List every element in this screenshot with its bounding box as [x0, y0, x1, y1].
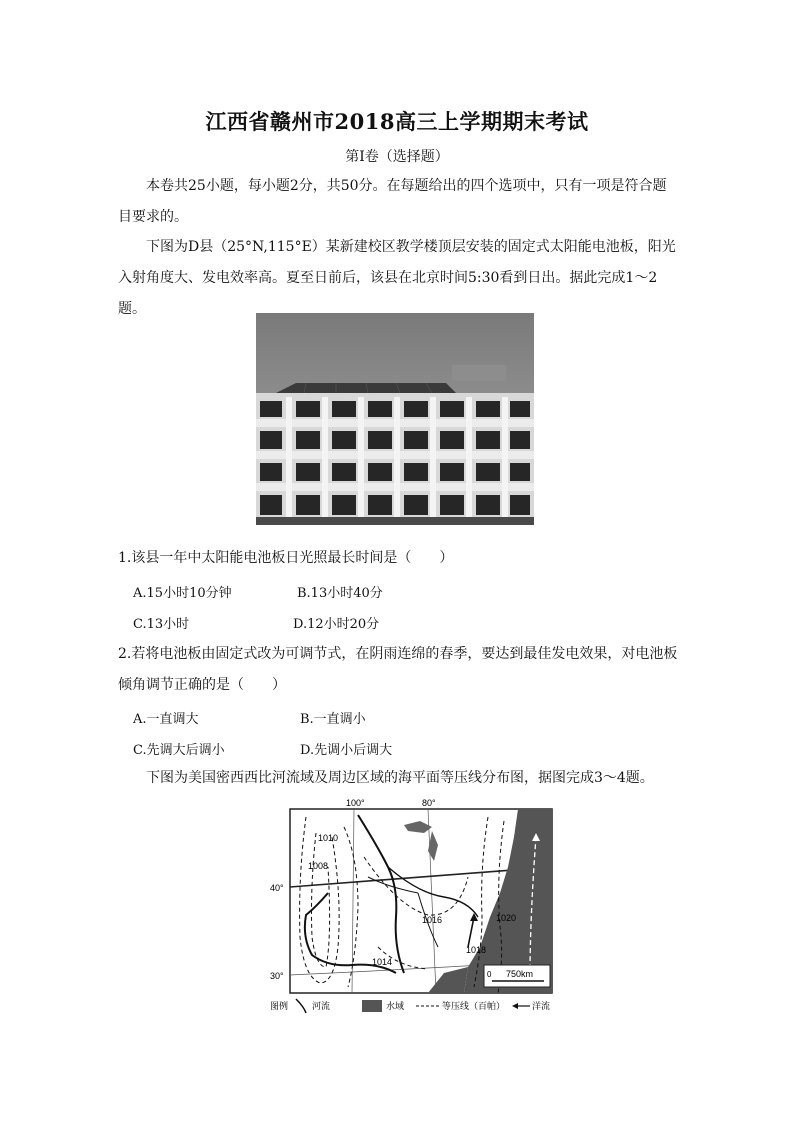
- q1-option-b: B.13小时40分: [297, 586, 383, 601]
- isobar-map: [268, 797, 558, 1017]
- q1-option-a: A.15小时10分钟: [133, 586, 232, 601]
- isobar-1018-label: 1018: [466, 945, 487, 955]
- scale-label: 750km: [506, 969, 534, 979]
- isobar-1014-label: 1014: [372, 957, 393, 967]
- legend-water-icon: [362, 1000, 382, 1012]
- q2-option-c: C.先调大后调小: [133, 743, 225, 758]
- question-2: 2.若将电池板由固定式改为可调节式，在阴雨连绵的春季，要达到最佳发电效果，对电池板倾角调节正确的是（ ）: [118, 646, 678, 693]
- intro-paragraph-1: 下图为D县（25°N,115°E）某新建校区教学楼顶层安装的固定式太阳能电池板，阳光入射角度大、发电效率高。夏至日前后，该县在北京时间5:30看到日出。据此完成1～2题。: [118, 239, 676, 317]
- isobar-1008-label: 1008: [308, 861, 329, 871]
- isobar-1020-label: 1020: [496, 913, 517, 923]
- q2-option-d: D.先调小后调大: [300, 743, 393, 758]
- section-subtitle: 第Ⅰ卷（选择题）: [345, 149, 449, 165]
- page-title: 江西省赣州市2018高三上学期期末考试: [205, 109, 589, 134]
- legend-water-label: 水域: [386, 1001, 405, 1011]
- building-photo: [256, 313, 534, 525]
- q1-option-c: C.13小时: [133, 617, 190, 632]
- intro-paragraph-2: 下图为美国密西西比河流域及周边区域的海平面等压线分布图，据图完成3～4题。: [146, 770, 654, 786]
- lat-30-label: 30°: [270, 971, 284, 981]
- isobar-1010-label: 1010: [318, 833, 339, 843]
- isobar-1016-label: 1016: [422, 915, 443, 925]
- q2-option-a: A.一直调大: [133, 712, 199, 727]
- legend-title: 图例: [270, 1001, 289, 1011]
- q2-option-b: B.一直调小: [300, 712, 366, 727]
- scale-zero-label: 0: [487, 970, 492, 979]
- legend-isobar-label: 等压线（百帕）: [442, 1001, 506, 1011]
- q1-option-d: D.12小时20分: [293, 617, 380, 632]
- lon-80-label: 80°: [422, 798, 436, 808]
- lat-40-label: 40°: [270, 883, 284, 893]
- lon-100-label: 100°: [346, 798, 365, 808]
- legend-river-icon: [296, 999, 306, 1013]
- legend-river-label: 河流: [312, 1001, 331, 1011]
- instructions-paragraph: 本卷共25小题，每小题2分，共50分。在每题给出的四个选项中，只有一项是符合题目要求的。: [118, 178, 667, 225]
- legend-current-label: 洋流: [532, 1001, 551, 1011]
- question-1: 1.该县一年中太阳能电池板日光照最长时间是（ ）: [118, 550, 454, 566]
